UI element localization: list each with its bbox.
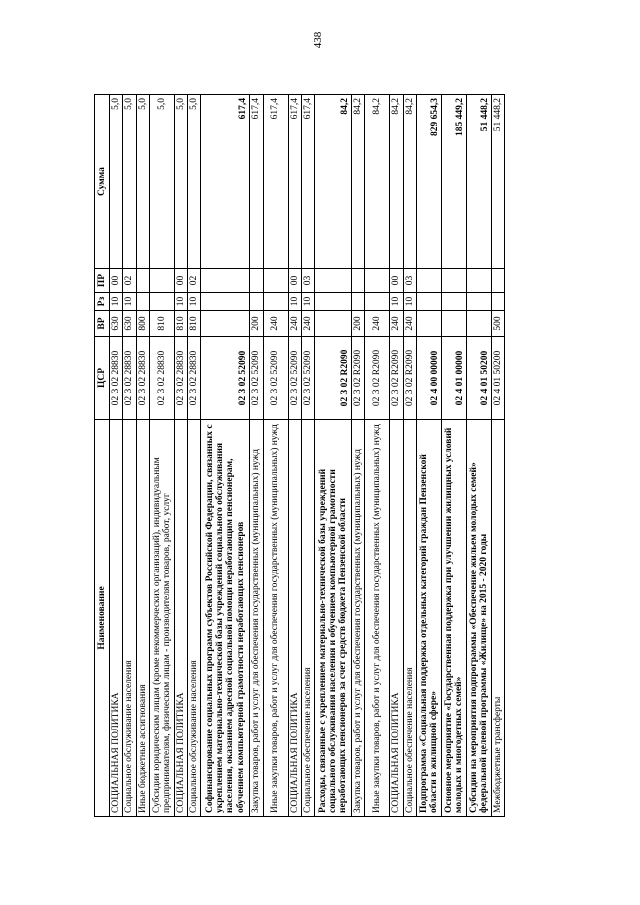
cell-vr: 800 [136, 311, 149, 337]
cell-sum: 5,0 [149, 95, 174, 269]
cell-name: Подпрограмма «Социальная поддержка отдельных категорий граждан Пензенской области в жилищной сфере» [416, 420, 441, 817]
cell-rz: 10 [110, 293, 123, 311]
table-row [403, 95, 416, 817]
cell-name: СОЦИАЛЬНАЯ ПОЛИТИКА [110, 420, 123, 817]
cell-sum: 51 448,2 [491, 95, 504, 269]
cell-vr: 200 [250, 311, 263, 337]
table-row [416, 95, 441, 817]
cell-vr: 240 [390, 311, 403, 337]
cell-rz [263, 293, 288, 311]
cell-sum: 51 448,2 [466, 95, 491, 269]
cell-pr [466, 269, 491, 293]
table-row [491, 95, 504, 817]
table-row [149, 95, 174, 817]
cell-vr [315, 311, 352, 337]
cell-csr: 02 3 02 R2090 [403, 337, 416, 420]
cell-csr: 02 3 02 R2090 [390, 337, 403, 420]
cell-rz [466, 293, 491, 311]
cell-csr: 02 3 02 28830 [110, 337, 123, 420]
cell-pr: 00 [174, 269, 187, 293]
table-row [301, 95, 314, 817]
cell-rz: 10 [403, 293, 416, 311]
cell-rz [491, 293, 504, 311]
table-row [123, 95, 136, 817]
cell-pr [263, 269, 288, 293]
cell-name: Социальное обеспечение населения [403, 420, 416, 817]
cell-sum: 617,4 [301, 95, 314, 269]
cell-vr: 630 [110, 311, 123, 337]
cell-csr: 02 4 01 00000 [441, 337, 466, 420]
table-row [250, 95, 263, 817]
cell-vr: 810 [149, 311, 174, 337]
cell-rz [136, 293, 149, 311]
cell-pr [491, 269, 504, 293]
table-row [188, 95, 201, 817]
header-pr: ПР [95, 269, 110, 293]
cell-pr: 03 [403, 269, 416, 293]
cell-name: Расходы, связанные с укреплением материально-технической базы учреждений социального обслуживания населения и обучением компьютерной грамотности неработающих пенсионеров за счет средств бюджета Пензенской области [315, 420, 352, 817]
cell-csr: 02 4 01 50200 [466, 337, 491, 420]
table-row [441, 95, 466, 817]
cell-sum: 5,0 [188, 95, 201, 269]
table-row [201, 95, 250, 817]
rotated-page-content [94, 95, 576, 817]
cell-pr: 00 [288, 269, 301, 293]
table-row [136, 95, 149, 817]
cell-name: Иные закупки товаров, работ и услуг для обеспечения государственных (муниципальных) нужд [365, 420, 390, 817]
cell-pr [441, 269, 466, 293]
cell-sum: 84,2 [315, 95, 352, 269]
cell-sum: 84,2 [365, 95, 390, 269]
cell-vr: 810 [174, 311, 187, 337]
cell-csr: 02 3 02 R2090 [315, 337, 352, 420]
cell-rz [201, 293, 250, 311]
cell-pr: 02 [123, 269, 136, 293]
cell-sum: 617,4 [263, 95, 288, 269]
header-rz: Рз [95, 293, 110, 311]
cell-rz [315, 293, 352, 311]
cell-pr: 00 [390, 269, 403, 293]
cell-pr [250, 269, 263, 293]
cell-name: Межбюджетные трансферты [491, 420, 504, 817]
cell-csr: 02 3 02 28830 [123, 337, 136, 420]
table-row [466, 95, 491, 817]
cell-csr: 02 3 02 28830 [188, 337, 201, 420]
cell-sum: 617,4 [250, 95, 263, 269]
cell-name: Социальное обслуживание населения [188, 420, 201, 817]
cell-vr: 240 [365, 311, 390, 337]
cell-pr [352, 269, 365, 293]
cell-vr: 500 [491, 311, 504, 337]
cell-rz: 10 [123, 293, 136, 311]
cell-sum: 5,0 [110, 95, 123, 269]
cell-pr: 00 [110, 269, 123, 293]
cell-vr [201, 311, 250, 337]
cell-pr [149, 269, 174, 293]
cell-name: СОЦИАЛЬНАЯ ПОЛИТИКА [288, 420, 301, 817]
budget-table [94, 94, 505, 817]
header-sum: Сумма [95, 95, 110, 269]
table-row [390, 95, 403, 817]
cell-csr: 02 3 02 R2090 [352, 337, 365, 420]
cell-rz [352, 293, 365, 311]
table-row [315, 95, 352, 817]
cell-sum: 617,4 [201, 95, 250, 269]
cell-vr: 240 [301, 311, 314, 337]
cell-vr [416, 311, 441, 337]
page-number: 438 [312, 31, 324, 49]
cell-vr: 240 [263, 311, 288, 337]
cell-pr [416, 269, 441, 293]
cell-rz [441, 293, 466, 311]
table-row [110, 95, 123, 817]
cell-rz: 10 [188, 293, 201, 311]
cell-csr: 02 3 02 28830 [174, 337, 187, 420]
cell-csr: 02 3 02 52090 [263, 337, 288, 420]
cell-name: Иные закупки товаров, работ и услуг для обеспечения государственных (муниципальных) нужд [263, 420, 288, 817]
cell-pr: 02 [188, 269, 201, 293]
cell-sum: 5,0 [174, 95, 187, 269]
cell-rz: 10 [288, 293, 301, 311]
table-row [352, 95, 365, 817]
cell-name: Субсидии юридическим лицам (кроме некоммерческих организаций), индивидуальным предпринимателям, физическим лицам - производителям товаров, работ, услуг [149, 420, 174, 817]
cell-name: Социальное обеспечение населения [301, 420, 314, 817]
cell-csr: 02 3 02 52090 [288, 337, 301, 420]
cell-csr: 02 3 02 28830 [136, 337, 149, 420]
cell-csr: 02 3 02 52090 [250, 337, 263, 420]
cell-vr: 810 [188, 311, 201, 337]
cell-name: СОЦИАЛЬНАЯ ПОЛИТИКА [390, 420, 403, 817]
cell-rz [250, 293, 263, 311]
header-row [95, 95, 110, 817]
cell-sum: 829 654,3 [416, 95, 441, 269]
cell-name: Закупка товаров, работ и услуг для обеспечения государственных (муниципальных) нужд [352, 420, 365, 817]
cell-csr: 02 4 00 00000 [416, 337, 441, 420]
cell-rz [416, 293, 441, 311]
cell-name: Социальное обслуживание населения [123, 420, 136, 817]
header-csr: ЦСР [95, 337, 110, 420]
cell-vr: 240 [403, 311, 416, 337]
header-vr: ВР [95, 311, 110, 337]
cell-name: Софинансирование социальных программ субъектов Российской Федерации, связанных с укреплением материально-технической базы учреждений социального обслуживания населения, оказанием адресной социальной помощи неработающим пенсионерам, обучением компьютерной грамотности неработающих пенсионеров [201, 420, 250, 817]
cell-pr [365, 269, 390, 293]
cell-csr: 02 3 02 R2090 [365, 337, 390, 420]
table-row [174, 95, 187, 817]
cell-sum: 84,2 [403, 95, 416, 269]
cell-vr [441, 311, 466, 337]
cell-csr: 02 3 02 52090 [301, 337, 314, 420]
cell-name: Субсидии на мероприятия подпрограммы «Обеспечение жильем молодых семей» федеральной целевой программы «Жилище» на 2015 - 2020 годы [466, 420, 491, 817]
cell-rz: 10 [390, 293, 403, 311]
cell-sum: 185 449,2 [441, 95, 466, 269]
cell-name: Основное мероприятие «Государственная поддержка при улучшении жилищных условий молодых и многодетных семей» [441, 420, 466, 817]
cell-pr [315, 269, 352, 293]
header-name: Наименование [95, 420, 110, 817]
cell-sum: 5,0 [123, 95, 136, 269]
table-row [288, 95, 301, 817]
cell-csr: 02 4 01 50200 [491, 337, 504, 420]
cell-csr: 02 3 02 28830 [149, 337, 174, 420]
cell-pr [201, 269, 250, 293]
cell-pr [136, 269, 149, 293]
cell-name: Закупка товаров, работ и услуг для обеспечения государственных (муниципальных) нужд [250, 420, 263, 817]
table-row [365, 95, 390, 817]
cell-sum: 617,4 [288, 95, 301, 269]
table-row [263, 95, 288, 817]
cell-rz: 10 [301, 293, 314, 311]
cell-vr [466, 311, 491, 337]
cell-vr: 240 [288, 311, 301, 337]
cell-sum: 5,0 [136, 95, 149, 269]
cell-rz: 10 [174, 293, 187, 311]
cell-rz [365, 293, 390, 311]
cell-rz [149, 293, 174, 311]
cell-sum: 84,2 [352, 95, 365, 269]
cell-csr: 02 3 02 52090 [201, 337, 250, 420]
cell-pr: 03 [301, 269, 314, 293]
cell-name: Иные бюджетные ассигнования [136, 420, 149, 817]
cell-vr: 630 [123, 311, 136, 337]
cell-name: СОЦИАЛЬНАЯ ПОЛИТИКА [174, 420, 187, 817]
cell-vr: 200 [352, 311, 365, 337]
cell-sum: 84,2 [390, 95, 403, 269]
